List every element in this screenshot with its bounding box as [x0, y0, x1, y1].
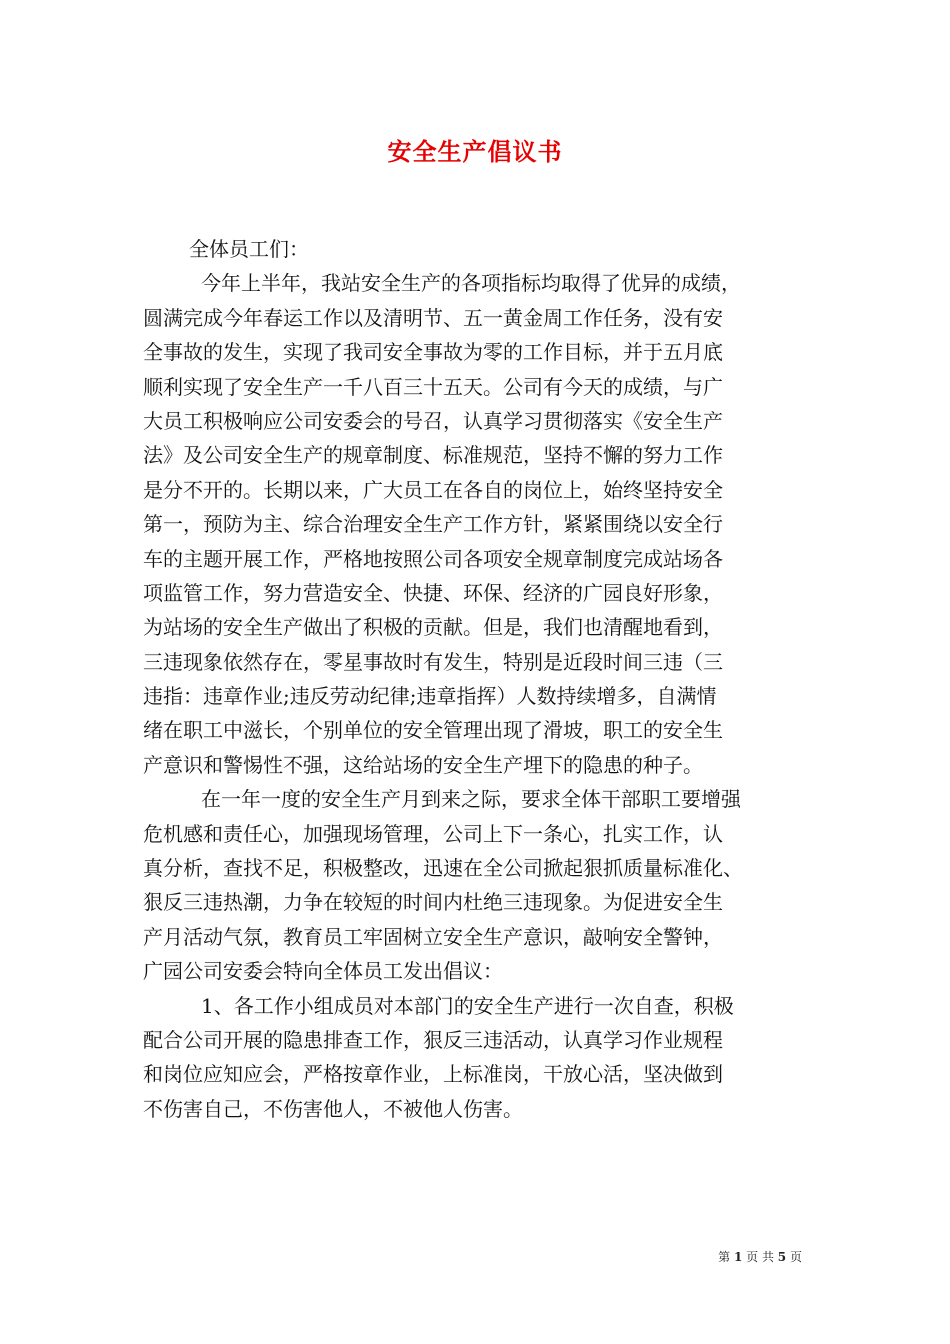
- paragraph-line: 不伤害自己，不伤害他人，不被他人伤害。: [143, 1096, 523, 1121]
- paragraph-line: 在一年一度的安全生产月到来之际，要求全体干部职工要增强: [201, 787, 741, 812]
- paragraph-line: 顺利实现了安全生产一千八百三十五天。公司有今天的成绩，与广: [143, 374, 723, 399]
- paragraph-line: 绪在职工中滋长，个别单位的安全管理出现了滑坡，职工的安全生: [143, 718, 723, 743]
- current-page-number: 1: [733, 1250, 743, 1264]
- paragraph-line: 广园公司安委会特向全体员工发出倡议：: [143, 959, 503, 984]
- document-title: 安全生产倡议书: [387, 137, 563, 166]
- paragraph-line: 项监管工作，努力营造安全、快捷、环保、经济的广园良好形象，: [143, 580, 723, 605]
- paragraph-line: 1、各工作小组成员对本部门的安全生产进行一次自查，积极: [201, 993, 734, 1018]
- paragraph-line: 车的主题开展工作，严格地按照公司各项安全规章制度完成站场各: [143, 546, 723, 571]
- footer-prefix: 第: [718, 1250, 731, 1264]
- paragraph-line: 大员工积极响应公司安委会的号召，认真学习贯彻落实《安全生产: [143, 408, 723, 433]
- paragraph-3: [143, 989, 819, 1127]
- paragraph-line: 违指：违章作业;违反劳动纪律;违章指挥）人数持续增多，自满情: [143, 684, 717, 709]
- paragraph-2: [143, 782, 819, 988]
- footer-middle: 页 共: [746, 1250, 774, 1264]
- paragraph-line: 狠反三违热潮，力争在较短的时间内杜绝三违现象。为促进安全生: [143, 890, 723, 915]
- paragraph-line: 配合公司开展的隐患排查工作，狠反三违活动，认真学习作业规程: [143, 1027, 723, 1052]
- salutation: 全体员工们：: [189, 237, 309, 261]
- paragraph-line: 全事故的发生，实现了我司安全事故为零的工作目标，并于五月底: [143, 340, 723, 365]
- paragraph-line: 为站场的安全生产做出了积极的贡献。但是，我们也清醒地看到，: [143, 615, 723, 640]
- footer-suffix: 页: [789, 1250, 802, 1264]
- paragraph-line: 法》及公司安全生产的规章制度、标准规范，坚持不懈的努力工作: [143, 443, 723, 468]
- paragraph-line: 是分不开的。长期以来，广大员工在各自的岗位上，始终坚持安全: [143, 477, 723, 502]
- document-body: [143, 232, 819, 1126]
- paragraph-1: [143, 266, 819, 782]
- paragraph-line: 第一，预防为主、综合治理安全生产工作方针，紧紧围绕以安全行: [143, 512, 723, 537]
- page-footer: [718, 1248, 802, 1265]
- total-pages-number: 5: [777, 1250, 787, 1264]
- paragraph-line: 真分析，查找不足，积极整改，迅速在全公司掀起狠抓质量标准化、: [143, 856, 743, 881]
- paragraph-line: 圆满完成今年春运工作以及清明节、五一黄金周工作任务，没有安: [143, 305, 723, 330]
- paragraph-line: 产月活动气氛，教育员工牢固树立安全生产意识，敲响安全警钟，: [143, 924, 723, 949]
- paragraph-line: 三违现象依然存在，零星事故时有发生，特别是近段时间三违（三: [143, 649, 723, 674]
- paragraph-line: 今年上半年，我站安全生产的各项指标均取得了优异的成绩，: [201, 271, 741, 296]
- paragraph-line: 和岗位应知应会，严格按章作业，上标准岗，干放心活，坚决做到: [143, 1062, 723, 1087]
- paragraph-line: 产意识和警惕性不强，这给站场的安全生产埋下的隐患的种子。: [143, 752, 703, 777]
- paragraph-line: 危机感和责任心，加强现场管理，公司上下一条心，扎实工作，认: [143, 821, 723, 846]
